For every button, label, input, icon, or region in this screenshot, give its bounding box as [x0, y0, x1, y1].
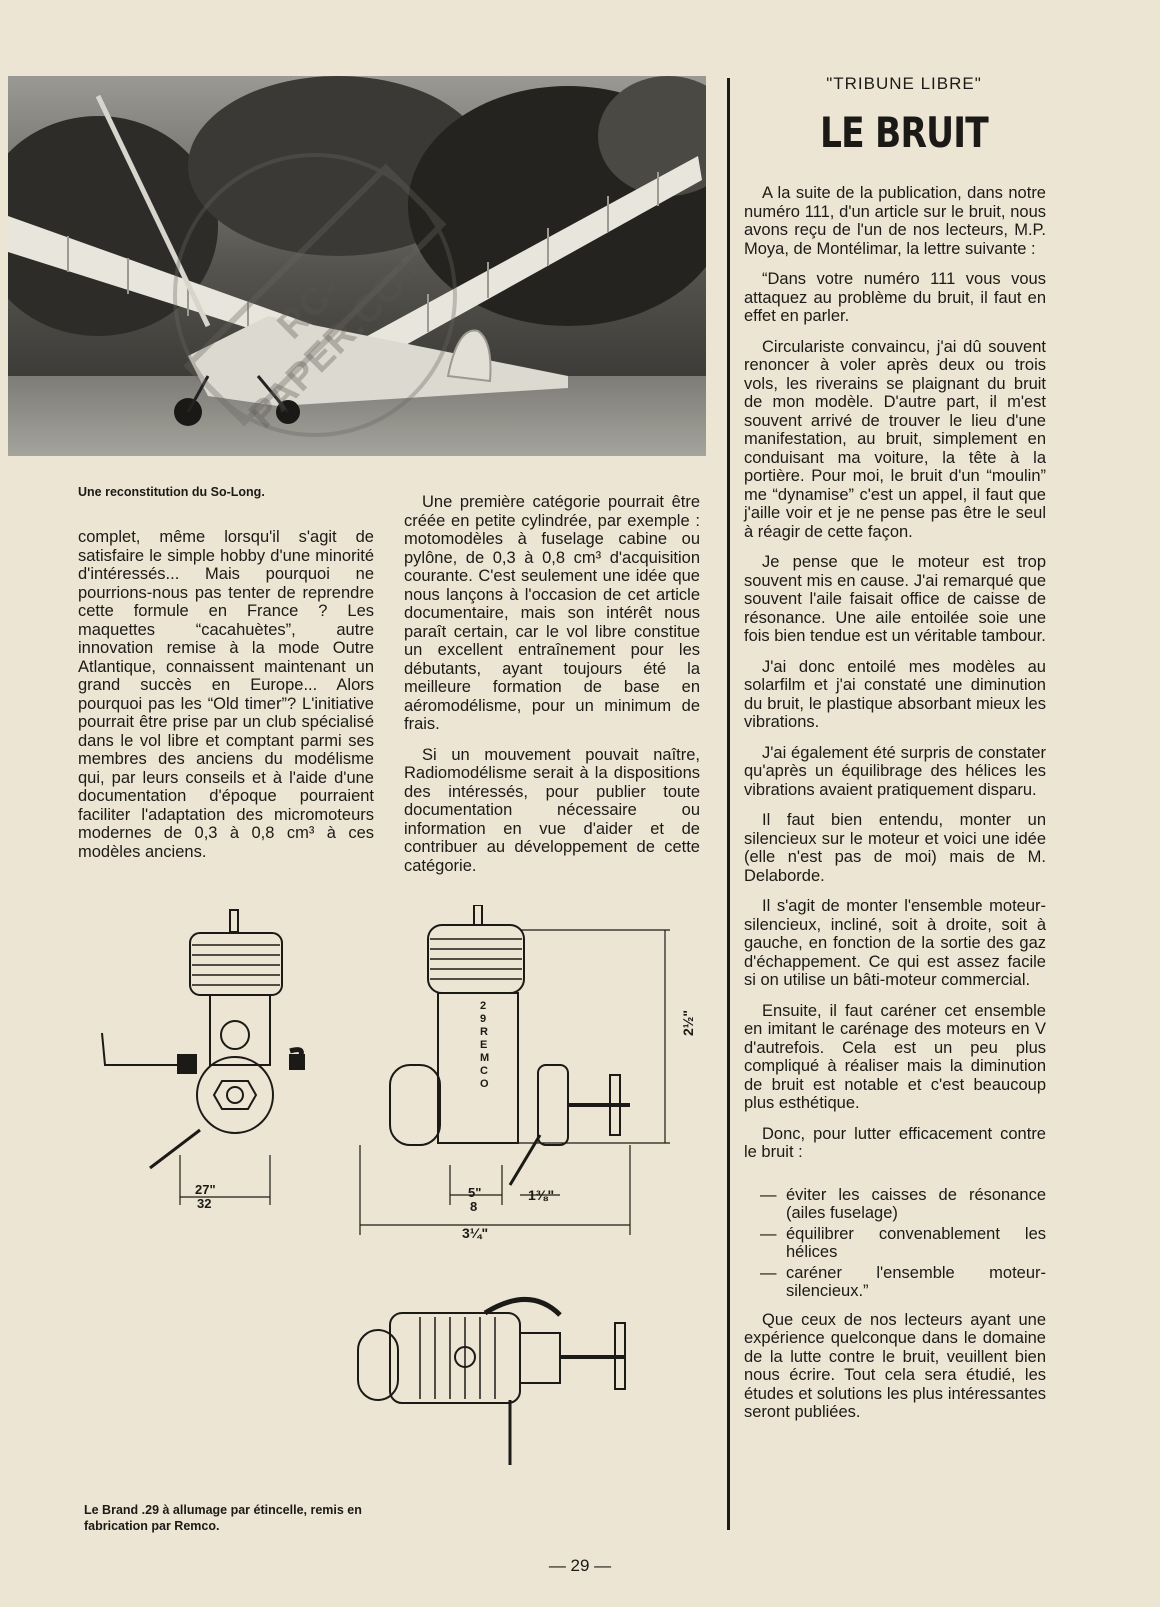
column-divider — [727, 78, 730, 1530]
engine-drawings — [90, 905, 710, 1465]
article-paragraph: Circulariste convaincu, j'ai dû souvent renoncer à voler après deux ou trois vols, les riverains se plaignant du bruit de mon modèle. D'autre part, il m'est souvent arrivé de trouver le lieu d'une manifestation, au bruit, simplement en conduisant ma voiture, la tête à la portière. Pour moi, le bruit d'un “moulin” me “dynamise” c'est un appel, il faut que j'aille voir et je ne pense pas être le seul à réagir de cette façon. — [744, 337, 1046, 541]
middle-column-text — [404, 493, 700, 887]
dim-width-small-denominator: 32 — [197, 1196, 212, 1211]
dim-length: 3¼" — [462, 1225, 489, 1241]
article-paragraph: Il s'agit de monter l'ensemble moteur-silencieux, incliné, soit à droite, soit à gauche, en fonction de la sortie des gaz d'échappement. Ce qui est assez facile si on utilise un bâti-moteur commercial. — [744, 897, 1046, 989]
dim-width-small: 27" — [195, 1182, 216, 1197]
engine-caption: Le Brand .29 à allumage par étincelle, remis en fabrication par Remco. — [84, 1503, 362, 1533]
article-body — [744, 184, 1046, 1434]
watermark-stamp — [150, 130, 480, 460]
dim-height: 2½" — [680, 1009, 697, 1037]
list-item: — caréner l'ensemble moteur-silencieux.” — [744, 1264, 1046, 1301]
list-item: — éviter les caisses de résonance (ailes fuselage) — [744, 1186, 1046, 1223]
recommendation-list — [744, 1186, 1046, 1301]
dim-one-three-eighths: 1⅜" — [528, 1187, 555, 1203]
left-column-text — [78, 528, 374, 873]
article-paragraph: J'ai donc entoilé mes modèles au solarfilm et j'ai constaté une diminution du bruit, le plastique absorbant mieux les vibrations. — [744, 657, 1046, 731]
article-paragraph: Il faut bien entendu, monter un silencieux sur le moteur et voici une idée (elle n'est pas de moi) mais de M. Delaborde. — [744, 811, 1046, 885]
engine-line-drawing — [90, 905, 710, 1465]
list-item: — équilibrer convenablement les hélices — [744, 1225, 1046, 1262]
article-paragraph: Donc, pour lutter efficacement contre le bruit : — [744, 1124, 1046, 1161]
article-paragraph: Ensuite, il faut caréner cet ensemble en imitant le carénage des moteurs en V d'autrefois. Cela est un peu plus compliqué à réaliser mais la diminution de bruit est notable et c'est beaucoup plus esthétique. — [744, 1001, 1046, 1112]
middle-paragraph-2: Si un mouvement pouvait naître, Radiomodélisme serait à la dispositions des intéressés, pour publier toute documentation nécessaire ou information en vue d'aider et de contribuer au développement de cette catégorie. — [404, 745, 700, 875]
article-paragraph: “Dans votre numéro 111 vous vous attaquez au problème du bruit, il faut en effet en parler. — [744, 270, 1046, 325]
photo-caption: Une reconstitution du So-Long. — [78, 485, 265, 499]
page-number: — 29 — — [548, 1556, 612, 1575]
article-paragraph: J'ai également été surpris de constater qu'après un équilibrage des hélices les vibrations avaient pratiquement disparu. — [744, 743, 1046, 799]
dim-five-eighths: 5" — [468, 1185, 482, 1200]
watermark-text: RC-PAPER.COM — [241, 239, 439, 437]
article-paragraph: A la suite de la publication, dans notre numéro 111, d'un article sur le bruit, nous avons reçu de l'un de nos lecteurs, M.P. Moya, de Montélimar, la lettre suivante : — [744, 184, 1046, 258]
middle-paragraph-1: Une première catégorie pourrait être créée en petite cylindrée, par exemple : motomodèles à fuselage cabine ou pylône, de 0,3 à 0,8 cm³ d'acquisition courante. C'est seulement une idée que nous lançons à l'occasion de cet article documentaire, mais son intérêt nous paraît certain, car le vol libre constitue un excellent entraînement pour les débutants, ayant toujours été la meilleure formation de base en aéromodélisme, pour un minimum de frais. — [404, 493, 700, 733]
article-kicker: "TRIBUNE LIBRE" — [826, 74, 982, 93]
left-column-paragraph: complet, même lorsqu'il s'agit de satisfaire le simple hobby d'une minorité d'intéressés... Mais pourquoi ne pourrions-nous pas tenter de reprendre cette formule en France ? Les maquettes “cacahuètes”, autre innovation remise à la mode Outre Atlantique, connaissent maintenant un grand succès en Europe... Alors pourquoi pas les “Old timer”? L'initiative pourrait être prise par un club spécialisé dans le vol libre et comptant parmi ses membres des anciens du modélisme qui, par leurs conseils et à l'aide d'une documentation d'époque pourraient faciliter l'adaptation des micromoteurs modernes de 0,3 à 0,8 cm³ à ces modèles anciens. — [78, 528, 374, 861]
article-paragraph: Je pense que le moteur est trop souvent mis en cause. J'ai remarqué que souvent l'aile faisait office de caisse de résonance. Une aile entoilée soie une fois bien tendue est un véritable tambour. — [744, 553, 1046, 645]
article-title: LE BRUIT — [820, 108, 988, 157]
article-paragraph: Que ceux de nos lecteurs ayant une expérience quelconque dans le domaine de la lutte contre le bruit, veuillent bien nous écrire. Tout cela sera étudié, les études et solutions les plus intéressantes seront publiées. — [744, 1310, 1046, 1421]
engine-label: 29 REMCO — [480, 1000, 490, 1090]
dim-five-eighths-denominator: 8 — [470, 1199, 478, 1214]
